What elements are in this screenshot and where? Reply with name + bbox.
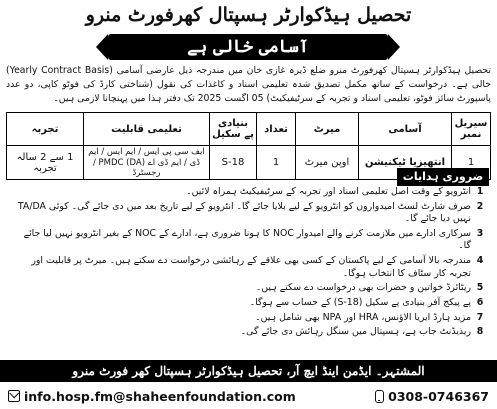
list-item xyxy=(8,201,489,226)
list-item xyxy=(8,297,489,310)
cell-pay-scale: S-18 xyxy=(210,146,257,180)
list-item xyxy=(8,228,489,253)
cell-qualification: ایف سی پی ایس / ایم ایس / ایم ڈی / ایم ڈی اے (DA) PMDC / رجسٹرڈ xyxy=(84,146,210,180)
col-post: آسامی xyxy=(359,113,452,146)
item-number: 2 xyxy=(476,200,484,212)
cell-experience: 1 سے 2 سالہ تجربہ xyxy=(7,146,84,180)
vacancy-banner xyxy=(108,34,388,60)
col-experience: تجربہ xyxy=(7,113,84,146)
advertiser-band: المشتہر۔ ایڈمن اینڈ ایچ آر، تحصیل ہیڈکوارٹر ہسپتال کھر فورٹ منرو xyxy=(0,360,497,382)
mail-icon xyxy=(8,390,20,402)
list-item xyxy=(8,326,489,339)
item-text: انٹرویو کے وقت اصل تعلیمی اسناد اور تجربہ کے سرٹیفیکیٹ ہمراہ لائیں۔ xyxy=(186,186,471,197)
item-text: ریذیڈنٹ جاب ہے، ہسپتال میں سنگل رہائش دی جائے گی۔ xyxy=(240,326,471,338)
phone-contact[interactable] xyxy=(375,389,489,404)
item-number: 4 xyxy=(476,255,484,267)
intro-paragraph: تحصیل ہیڈکوارٹر ہسپتال کھرفورٹ منرو ضلع ڈیرہ غازی خان میں مندرجہ ذیل عارضی آسامی (Yearly Contract Basis) خالی ہے۔ درخواست کے ساتھ مکمل تصدیق شدہ تعلیمی اسناد و کاغذات کی نقول (شناختی کارڈ کی فوٹو کاپی، دو عدد پاسپورٹ سائز فوٹو، تعلیمی اسناد و تجربہ کے سرٹیفیکیٹ) 05 اگست 2025 تک دفتر ہذا میں پہنچانا لازمی ہیں۔ xyxy=(6,65,491,104)
email-text[interactable]: info.hosp.fm@shaheenfoundation.com xyxy=(24,388,296,404)
item-number: 6 xyxy=(476,296,484,308)
item-text: پے پیکج آفر بنیادی پے سکیل (S-18) کے حساب سے ہوگا۔ xyxy=(249,296,471,308)
guidelines-heading: ضروری ہدایات xyxy=(397,168,489,186)
cell-post: انتھیزیا ٹیکنیشن xyxy=(359,146,452,180)
email-contact[interactable] xyxy=(8,389,296,404)
item-text: سرکاری ادارے میں ملازمت کرنے والے امیدوار NOC کا ہونا ضروری ہے، ادارے کے NOC کے بغیر انٹرویو نہیں لیا جائے گا۔ xyxy=(23,227,471,252)
item-number: 8 xyxy=(476,326,484,338)
item-number: 3 xyxy=(476,227,484,239)
cell-serial: 1 xyxy=(452,146,491,180)
vacancy-banner-text: آسامی خالی ہے xyxy=(187,37,309,57)
col-serial: سیریل نمبر xyxy=(452,113,491,146)
item-number: 1 xyxy=(476,186,484,197)
item-number: 5 xyxy=(476,282,484,294)
col-qualification: تعلیمی قابلیت xyxy=(84,113,210,146)
cell-count: 1 xyxy=(257,146,296,180)
col-pay-scale: بنیادی پے سکیل xyxy=(210,113,257,146)
list-item xyxy=(8,186,489,199)
page-title: تحصیل ہیڈکوارٹر ہسپتال کھرفورٹ منرو xyxy=(85,4,412,26)
cell-merit: اوپن میرٹ xyxy=(296,146,359,180)
phone-icon xyxy=(375,390,384,403)
list-item xyxy=(8,282,489,295)
list-item xyxy=(8,312,489,325)
col-merit: میرٹ xyxy=(296,113,359,146)
phone-text[interactable]: 0308-0746367 xyxy=(388,388,489,404)
item-text: ریٹائرڈ خواتین و حضرات بھی درخواست دے سکتے ہیں۔ xyxy=(255,282,471,294)
table-header-row xyxy=(7,113,491,146)
contact-bar xyxy=(8,386,489,406)
item-text: مزید ہارڈ ایریا الاؤنس، HRA اور NPA بھی شامل ہیں۔ xyxy=(255,311,471,323)
list-item xyxy=(8,255,489,280)
item-number: 7 xyxy=(476,311,484,323)
col-count: تعداد xyxy=(257,113,296,146)
guidelines-list xyxy=(8,186,489,341)
item-text: صرف شارٹ لسٹ امیدواروں کو انٹرویو کے لیے بلایا جائے گا۔ انٹرویو کے لیے تاریخ بعد میں دی جائے گی۔ کوئی TA/DA نہیں دیا جائے گا۔ xyxy=(17,200,471,225)
item-text: مندرجہ بالا آسامی کے لیے پاکستان کے کسی بھی علاقے کے رہائشی درخواست دے سکتے ہیں۔ میرٹ پر قابلیت اور تجربہ کار سٹاف کا انتخاب ہوگا۔ xyxy=(31,255,471,279)
